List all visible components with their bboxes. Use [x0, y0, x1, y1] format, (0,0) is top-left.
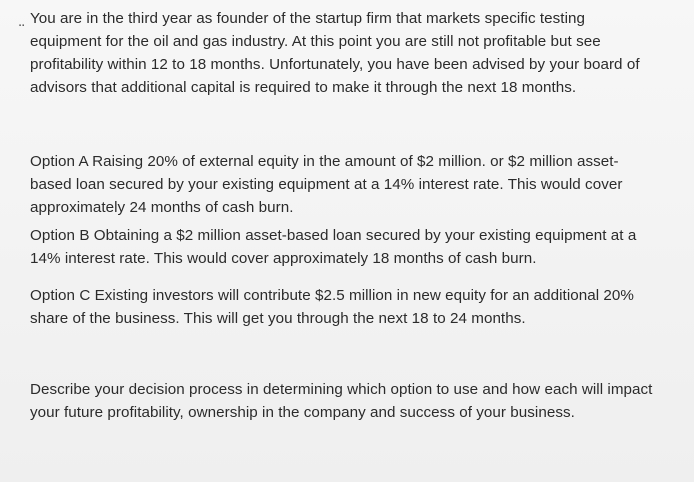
- option-a-line: based loan secured by your existing equipment at a 14% interest rate. This would cover: [30, 176, 623, 193]
- question-line: Describe your decision process in determining which option to use and how each will impact: [30, 381, 653, 398]
- option-c-line: share of the business. This will get you through the next 18 to 24 months.: [30, 310, 526, 327]
- option-a-line: Option A Raising 20% of external equity in the amount of $2 million. or $2 million asset-: [30, 153, 619, 170]
- option-c-paragraph: [30, 284, 634, 330]
- option-b-line: 14% interest rate. This would cover approximately 18 months of cash burn.: [30, 250, 537, 267]
- intro-line: advisors that additional capital is required to make it through the next 18 months.: [30, 79, 577, 96]
- intro-line: You are in the third year as founder of the startup firm that markets specific testing: [30, 10, 585, 27]
- option-b-line: Option B Obtaining a $2 million asset-based loan secured by your existing equipment at a: [30, 227, 637, 244]
- intro-line: profitability within 12 to 18 months. Unfortunately, you have been advised by your board of: [30, 56, 640, 73]
- bullet-marker: ..: [18, 13, 25, 30]
- option-a-line: approximately 24 months of cash burn.: [30, 199, 294, 216]
- option-c-line: Option C Existing investors will contribute $2.5 million in new equity for an additional 20%: [30, 287, 634, 304]
- option-a-paragraph: [30, 150, 622, 219]
- question-paragraph: [30, 378, 652, 424]
- intro-line: equipment for the oil and gas industry. At this point you are still not profitable but see: [30, 33, 601, 50]
- question-line: your future profitability, ownership in the company and success of your business.: [30, 404, 575, 421]
- option-b-paragraph: [30, 224, 636, 270]
- intro-paragraph: [30, 7, 640, 99]
